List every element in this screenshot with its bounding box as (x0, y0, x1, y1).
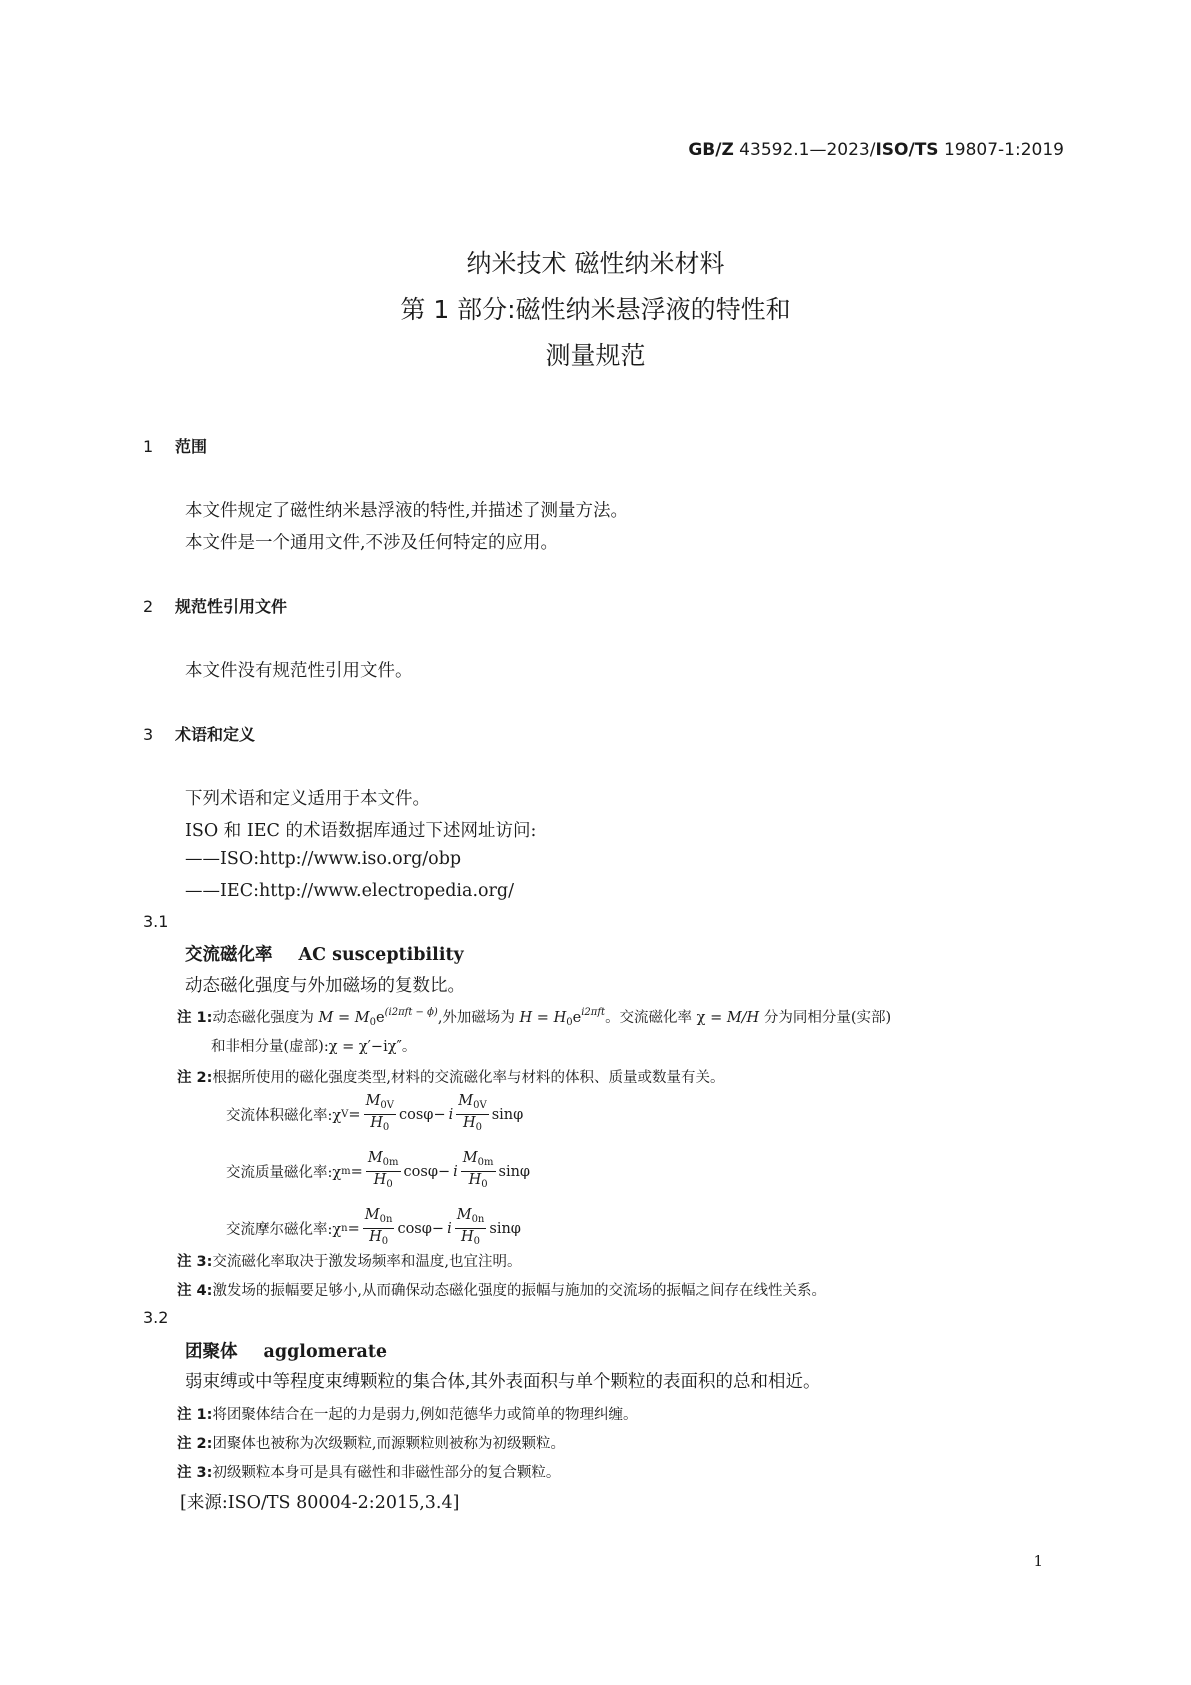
sin-term: sinφ (489, 1220, 521, 1237)
section-heading-terms (143, 722, 255, 745)
cos-term: cosφ (399, 1106, 434, 1123)
math-M-over-H: M/H (726, 1010, 760, 1026)
den-sub: 0 (386, 1179, 393, 1190)
note-text: ,外加磁场为 (437, 1010, 520, 1026)
cos-term: cosφ (397, 1220, 432, 1237)
formula-label: 交流摩尔磁化率:χ (226, 1222, 342, 1238)
note-label: 注 1: (177, 1407, 213, 1423)
section-title: 术语和定义 (175, 725, 256, 744)
scope-paragraph-1: 本文件规定了磁性纳米悬浮液的特性,并描述了测量方法。 (185, 501, 629, 521)
note-text: 激发场的振幅要足够小,从而确保动态磁化强度的振幅与施加的交流场的振幅之间存在线性关系。 (212, 1283, 827, 1299)
math-eq: = (333, 1010, 355, 1026)
note-text: 分为同相分量(实部) (759, 1010, 892, 1026)
term-cn: 团聚体 (185, 1342, 238, 1362)
den-var: H (468, 1172, 482, 1188)
den-var: H (373, 1172, 387, 1188)
formula-volume-susceptibility (226, 1093, 523, 1136)
sin-term: sinφ (498, 1163, 531, 1180)
math-H0: H (553, 1010, 567, 1026)
math-sub: 0 (566, 1017, 573, 1028)
num-var: M (365, 1093, 381, 1109)
fraction (364, 1093, 396, 1136)
num-sub: 0n (379, 1214, 393, 1225)
math-e: e (376, 1010, 385, 1026)
term-3-2-definition: 弱束缚或中等程度束缚颗粒的集合体,其外表面积与单个颗粒的表面积的总和相近。 (185, 1372, 821, 1392)
num-sub: 0m (477, 1157, 494, 1168)
fraction (461, 1150, 496, 1193)
term-number-3-2: 3.2 (143, 1308, 169, 1327)
num-sub: 0n (471, 1214, 485, 1225)
term-3-2-note-3 (177, 1461, 560, 1482)
note-text: 。交流磁化率 χ = (605, 1010, 727, 1026)
term-3-1-note-4 (177, 1279, 826, 1300)
num-var: M (462, 1150, 478, 1166)
math-M: M (318, 1010, 334, 1026)
numerator (366, 1150, 401, 1172)
term-3-2-note-2 (177, 1432, 565, 1453)
math-H: H (519, 1010, 533, 1026)
den-sub: 0 (381, 1236, 389, 1247)
note-text: 动态磁化强度为 (212, 1010, 319, 1026)
scope-paragraph-2: 本文件是一个通用文件,不涉及任何特定的应用。 (185, 533, 559, 553)
section-title: 范围 (175, 437, 208, 456)
math-eq: = (532, 1010, 554, 1026)
cos-term: cosφ (403, 1163, 438, 1180)
term-3-2-note-1 (177, 1403, 638, 1424)
num-sub: 0V (380, 1100, 395, 1111)
den-sub: 0 (475, 1122, 482, 1133)
den-var: H (369, 1229, 382, 1245)
term-3-2-source: [来源:ISO/TS 80004-2:2015,3.4] (180, 1493, 460, 1513)
imag-unit: i (447, 1220, 452, 1237)
iec-url-item: ——IEC:http://www.electropedia.org/ (185, 881, 515, 901)
section-number: 3 (143, 725, 154, 744)
term-3-1-note-2 (177, 1066, 725, 1087)
note-text: 团聚体也被称为次级颗粒,而源颗粒则被称为初级颗粒。 (212, 1436, 566, 1452)
sin-term: sinφ (491, 1106, 524, 1123)
page-number: 1 (1033, 1552, 1043, 1570)
denominator (368, 1115, 391, 1136)
denominator (467, 1172, 490, 1193)
std-code-prefix: GB/Z (688, 140, 734, 160)
formula-eq: = (350, 1163, 363, 1180)
imag-unit: i (448, 1106, 454, 1123)
note-label: 注 4: (177, 1283, 213, 1299)
fraction (455, 1207, 487, 1250)
title-line-2: 第 1 部分:磁性纳米悬浮液的特性和 (400, 295, 791, 324)
denominator (459, 1229, 482, 1250)
note-label: 注 2: (177, 1070, 213, 1086)
num-sub: 0m (382, 1157, 399, 1168)
iso-prefix: ISO/TS (875, 140, 939, 160)
note-text: 根据所使用的磁化强度类型,材料的交流磁化率与材料的体积、质量或数量有关。 (212, 1070, 725, 1086)
numerator (456, 1093, 488, 1115)
minus: − (431, 1220, 445, 1237)
term-3-2-heading (185, 1338, 387, 1363)
term-cn: 交流磁化率 (185, 945, 273, 965)
title-line-1: 纳米技术 磁性纳米材料 (466, 249, 725, 278)
formula-sub: n (341, 1223, 348, 1234)
num-var: M (458, 1093, 474, 1109)
numerator (461, 1150, 496, 1172)
section-title: 规范性引用文件 (175, 597, 288, 616)
math-sub: 0 (369, 1017, 377, 1028)
numerator (455, 1207, 487, 1229)
title-line-3: 测量规范 (545, 341, 646, 370)
iso-rest: 19807-1:2019 (938, 140, 1064, 160)
term-3-1-definition: 动态磁化强度与外加磁场的复数比。 (185, 976, 465, 996)
numerator (363, 1207, 395, 1229)
formula-mass-susceptibility (226, 1150, 530, 1193)
formula-eq: = (347, 1220, 360, 1237)
fraction (456, 1093, 488, 1136)
note-label: 注 3: (177, 1254, 213, 1270)
note-text: 将团聚体结合在一起的力是弱力,例如范德华力或简单的物理纠缠。 (212, 1407, 638, 1423)
den-sub: 0 (473, 1236, 481, 1247)
term-3-1-note-1-line-2: 和非相分量(虚部):χ = χ′−iχ″。 (211, 1039, 417, 1055)
minus: − (437, 1163, 451, 1180)
note-label: 注 3: (177, 1465, 213, 1481)
num-var: M (367, 1150, 383, 1166)
term-number-3-1: 3.1 (143, 912, 169, 931)
formula-sub: V (341, 1109, 349, 1120)
math-exponent: i2πft (581, 1007, 606, 1018)
num-var: M (456, 1207, 472, 1223)
den-var: H (462, 1115, 476, 1131)
num-sub: 0V (473, 1100, 487, 1111)
section-number: 1 (143, 437, 154, 456)
section-heading-scope (143, 434, 207, 457)
formula-molar-susceptibility (226, 1207, 521, 1250)
formula-label: 交流体积磁化率:χ (226, 1108, 342, 1124)
note-label: 注 2: (177, 1436, 213, 1452)
section-heading-normative (143, 594, 287, 617)
terms-intro-1: 下列术语和定义适用于本文件。 (185, 789, 430, 809)
section-number: 2 (143, 597, 154, 616)
math-e: e (572, 1010, 582, 1026)
standard-code-header (688, 140, 1064, 160)
formula-eq: = (348, 1106, 361, 1123)
numerator (364, 1093, 396, 1115)
math-exponent: (i2πft − ϕ) (384, 1007, 438, 1018)
term-en: AC susceptibility (298, 945, 464, 965)
fraction (363, 1207, 395, 1250)
den-var: H (461, 1229, 474, 1245)
terms-intro-2: ISO 和 IEC 的术语数据库通过下述网址访问: (185, 821, 537, 841)
term-3-1-heading (185, 941, 464, 966)
denominator (461, 1115, 484, 1136)
term-3-1-note-3 (177, 1250, 522, 1271)
term-en: agglomerate (263, 1342, 388, 1362)
minus: − (433, 1106, 446, 1123)
math-M0: M (354, 1010, 370, 1026)
num-var: M (364, 1207, 380, 1223)
den-sub: 0 (382, 1122, 390, 1133)
imag-unit: i (453, 1163, 458, 1180)
note-text: 交流磁化率取决于激发场频率和温度,也宜注明。 (212, 1254, 522, 1270)
den-sub: 0 (481, 1179, 488, 1190)
den-var: H (370, 1115, 383, 1131)
denominator (372, 1172, 395, 1193)
formula-label: 交流质量磁化率:χ (226, 1165, 342, 1181)
note-text: 初级颗粒本身可是具有磁性和非磁性部分的复合颗粒。 (212, 1465, 561, 1481)
normative-paragraph: 本文件没有规范性引用文件。 (185, 661, 413, 681)
std-code-rest: 43592.1—2023/ (733, 140, 876, 160)
fraction (366, 1150, 401, 1193)
denominator (367, 1229, 390, 1250)
term-3-1-note-1 (177, 1006, 891, 1028)
note-label: 注 1: (177, 1010, 213, 1026)
formula-sub: m (341, 1166, 351, 1177)
iso-url-item: ——ISO:http://www.iso.org/obp (185, 849, 462, 869)
